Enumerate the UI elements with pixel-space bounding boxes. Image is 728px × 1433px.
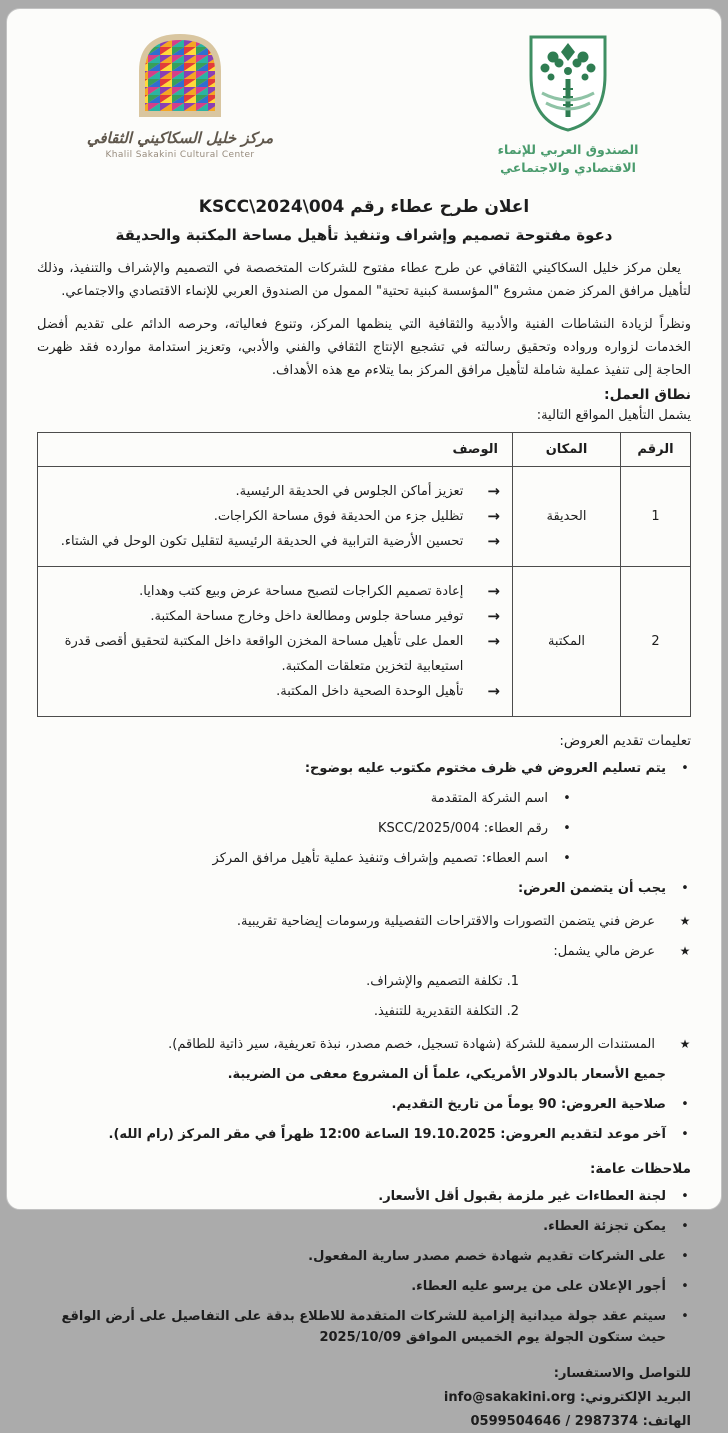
validity-note: صلاحية العروض: 90 يوماً من تاريخ التقديم. [391, 1097, 666, 1112]
submission-instructions [37, 733, 691, 1145]
bullet-icon: • [681, 1219, 689, 1234]
list-item [37, 1306, 691, 1348]
note-item: سيتم عقد جولة ميدانية إلزامية للشركات المتقدمة للاطلاع بدقة على التفاصيل على أرض الواقع حيث ستكون الجولة يوم الخميس الموافق 2025/10/09 [61, 1309, 666, 1345]
arab-fund-emblem-icon [522, 31, 614, 135]
bullet-icon: • [681, 1279, 689, 1294]
list-item [37, 1034, 691, 1055]
contact-section [37, 1362, 691, 1433]
arab-fund-name [483, 141, 653, 177]
list-item-text: تحسين الأرضية الترابية في الحديقة الرئيسية لتقليل تكون الوحل في الشتاء. [60, 534, 464, 549]
star-icon: ★ [679, 1037, 691, 1051]
list-item [37, 1001, 691, 1022]
contact-phone: الهاتف: 2987374 / 0599504646 [470, 1414, 691, 1429]
bullet-icon: • [681, 1127, 689, 1142]
list-item-text: تعزيز أماكن الجلوس في الحديقة الرئيسية. [235, 484, 464, 499]
row2-place: المكتبة [513, 567, 621, 717]
intro-paragraph-2: ونظراً لزيادة النشاطات الفنية والأدبية والثقافية التي ينظمها المركز، وتنوع فعالياته، وحرصه الدائم على تقديم أفضل الخدمات لزواره ورواده وتحقيق رسالته في تشجيع الإنتاج الثقافي والفني والأدبي، وتعزيز استدامة موارده فقد ظهرت الحاجة إلى تنفيذ عملية شاملة لتأهيل مرافق المركز بما يتلاءم مع هذه الأهداف. [37, 317, 691, 378]
must-include-heading: يجب أن يتضمن العرض: [517, 881, 666, 896]
star-icon: ★ [679, 944, 691, 958]
row1-place: الحديقة [513, 467, 621, 567]
list-item [48, 579, 500, 604]
list-item [48, 504, 500, 529]
list-item [37, 1186, 691, 1207]
financial-item: 1. تكلفة التصميم والإشراف. [366, 974, 519, 989]
sakakini-arabic-name: مركز خليل السكاكيني الثقافي [86, 129, 274, 147]
general-notes [37, 1161, 691, 1348]
list-item [37, 941, 691, 962]
list-item [37, 788, 691, 809]
bullet-icon: • [681, 881, 689, 896]
list-item [37, 971, 691, 992]
list-item [37, 818, 691, 839]
list-item-text: تظليل جزء من الحديقة فوق مساحة الكراجات. [213, 509, 464, 524]
notes-heading: ملاحظات عامة: [589, 1161, 691, 1177]
scope-table [37, 432, 691, 717]
prices-note: جميع الأسعار بالدولار الأمريكي، علماً أن المشروع معفى من الضريبة. [227, 1067, 666, 1082]
bullet-icon: • [681, 1097, 689, 1112]
arab-fund-name-line2: الاقتصادي والاجتماعي [500, 160, 636, 176]
list-item [37, 1276, 691, 1297]
bullet-icon: • [681, 1309, 689, 1324]
tender-title: اعلان طرح عطاء رقم KSCC\2024\004 [198, 197, 530, 217]
tender-subtitle: دعوة مفتوحة تصميم وإشراف وتنفيذ تأهيل مساحة المكتبة والحديقة [115, 226, 613, 244]
arrow-icon: → [487, 632, 500, 650]
envelope-instruction: يتم تسليم العروض في ظرف مختوم مكتوب عليه بوضوح: [304, 761, 666, 776]
star-icon: ★ [679, 914, 691, 928]
instructions-heading: تعليمات تقديم العروض: [559, 733, 691, 749]
list-item-text: توفير مساحة جلوس ومطالعة داخل وخارج مساحة المكتبة. [150, 609, 464, 624]
note-item: على الشركات تقديم شهادة خصم مصدر سارية المفعول. [308, 1249, 666, 1264]
bullet-icon: • [563, 851, 571, 866]
list-item [37, 1064, 691, 1085]
bullet-icon: • [681, 761, 689, 776]
note-item: أجور الإعلان على من يرسو عليه العطاء. [411, 1279, 666, 1294]
row1-number: 1 [621, 467, 691, 567]
financial-item: 2. التكلفة التقديرية للتنفيذ. [373, 1004, 519, 1019]
scope-subheading: يشمل التأهيل المواقع التالية: [536, 408, 691, 423]
bullet-icon: • [563, 791, 571, 806]
envelope-item: اسم العطاء: تصميم وإشراف وتنفيذ عملية تأهيل مرافق المركز [212, 851, 548, 866]
list-item [37, 848, 691, 869]
header-description: الوصف [38, 433, 513, 467]
envelope-item: اسم الشركة المتقدمة [430, 791, 548, 806]
arab-fund-logo [483, 31, 653, 177]
technical-offer: عرض فني يتضمن التصورات والاقتراحات التفصيلية ورسومات إيضاحية تقريبية. [236, 914, 655, 929]
row2-number: 2 [621, 567, 691, 717]
scope-heading: نطاق العمل: [604, 387, 691, 403]
bullet-icon: • [681, 1189, 689, 1204]
arab-fund-name-line1: الصندوق العربي للإنماء [497, 142, 639, 157]
list-item [37, 1094, 691, 1115]
sakakini-mosaic-icon [136, 31, 224, 117]
list-item-text: إعادة تصميم الكراجات لتصبح مساحة عرض وبيع كتب وهدايا. [139, 584, 464, 599]
arrow-icon: → [487, 507, 500, 525]
list-item [37, 1216, 691, 1237]
contact-heading: للتواصل والاستفسار: [553, 1366, 691, 1381]
list-item [48, 529, 500, 554]
list-item [48, 629, 500, 679]
financial-offer: عرض مالي يشمل: [553, 944, 655, 959]
list-item [48, 479, 500, 504]
arrow-icon: → [487, 582, 500, 600]
list-item [37, 1246, 691, 1267]
contact-email: البريد الإلكتروني: info@sakakini.org [443, 1390, 691, 1405]
arrow-icon: → [487, 482, 500, 500]
list-item [37, 878, 691, 899]
row2-description [38, 567, 513, 717]
list-item-text: العمل على تأهيل مساحة المخزن الواقعة داخل المكتبة لتحقيق أقصى قدرة استيعابية لتخزين متعلقات المكتبة. [64, 634, 464, 674]
tender-announcement-page [6, 8, 722, 1429]
bullet-icon: • [563, 821, 571, 836]
list-item [37, 1124, 691, 1145]
list-item [37, 758, 691, 779]
header-number: الرقم [621, 433, 691, 467]
bullet-icon: • [681, 1249, 689, 1264]
list-item [48, 679, 500, 704]
note-item: يمكن تجزئة العطاء. [543, 1219, 666, 1234]
sakakini-logo [85, 31, 275, 160]
table-row [38, 567, 691, 717]
intro-paragraph-1: يعلن مركز خليل السكاكيني الثقافي عن طرح عطاء مفتوح للشركات المتخصصة في التصميم والإشراف والتنفيذ، وذلك لتأهيل مرافق المركز ضمن مشروع "المؤسسة كبنية تحتية" الممول من الصندوق العربي للإنماء الاقتصادي والاجتماعي. [37, 261, 691, 299]
list-item [37, 911, 691, 932]
note-item: لجنة العطاءات غير ملزمة بقبول أقل الأسعار. [378, 1189, 666, 1204]
row1-description [38, 467, 513, 567]
documents-item: المستندات الرسمية للشركة (شهادة تسجيل، خصم مصدر، نبذة تعريفية، سير ذاتية للطاقم). [168, 1037, 655, 1052]
header-place: المكان [513, 433, 621, 467]
deadline-note: آخر موعد لتقديم العروض: 19.10.2025 الساعة 12:00 ظهراً في مقر المركز (رام الله). [108, 1127, 666, 1142]
list-item-text: تأهيل الوحدة الصحية داخل المكتبة. [276, 684, 464, 699]
envelope-item: رقم العطاء: KSCC/2025/004 [378, 821, 548, 836]
arrow-icon: → [487, 682, 500, 700]
header [37, 29, 691, 189]
arrow-icon: → [487, 607, 500, 625]
arrow-icon: → [487, 532, 500, 550]
table-row [38, 467, 691, 567]
table-header-row [38, 433, 691, 467]
list-item [48, 604, 500, 629]
sakakini-english-name: Khalil Sakakini Cultural Center [105, 150, 255, 160]
